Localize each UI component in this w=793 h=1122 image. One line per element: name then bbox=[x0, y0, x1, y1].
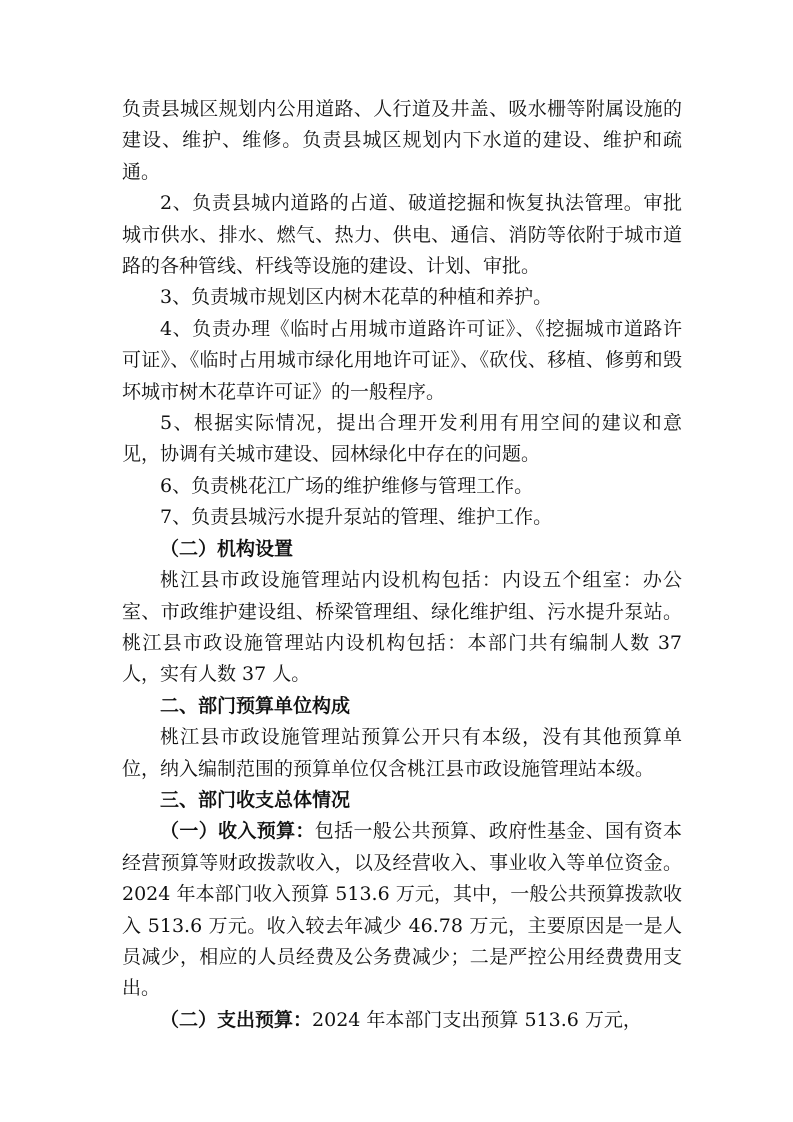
expenditure-budget-label: （二）支出预算： bbox=[160, 1008, 313, 1031]
document-page bbox=[122, 94, 682, 1036]
paragraph-duty-1-continued: 负责县城区规划内公用道路、人行道及井盖、吸水栅等附属设施的建设、维护、维修。负责县城区规划内下水道的建设、维护和疏通。 bbox=[122, 98, 682, 183]
revenue-budget-text: 包括一般公共预算、政府性基金、国有资本经营预算等财政拨款收入，以及经营收入、事业收入等单位资金。2024 年本部门收入预算 513.6 万元，其中，一般公共预算拨款收入 513.6 万元。收入较去年减少 46.78 万元，主要原因是一是人员减少，相应的人员经费及公务费减少；二是严控公用经费费用支出。 bbox=[122, 820, 682, 1000]
paragraph-expenditure-budget bbox=[122, 1005, 682, 1036]
paragraph-duty-3: 3、负责城市规划区内树木花草的种植和养护。 bbox=[160, 286, 553, 309]
paragraph-revenue-budget bbox=[122, 816, 682, 1004]
revenue-budget-label: （一）收入预算： bbox=[160, 820, 315, 843]
expenditure-budget-text: 2024 年本部门支出预算 513.6 万元， bbox=[312, 1008, 642, 1031]
heading-organization-setup: （二）机构设置 bbox=[160, 537, 294, 560]
paragraph-duty-5: 5、根据实际情况，提出合理开发利用有用空间的建议和意见，协调有关城市建设、园林绿化中存在的问题。 bbox=[122, 412, 682, 466]
paragraph-budget-units: 桃江县市政设施管理站预算公开只有本级，没有其他预算单位，纳入编制范围的预算单位仅含桃江县市政设施管理站本级。 bbox=[122, 726, 682, 780]
paragraph-organization: 桃江县市政设施管理站内设机构包括：内设五个组室：办公室、市政维护建设组、桥梁管理组、绿化维护组、污水提升泵站。桃江县市政设施管理站内设机构包括：本部门共有编制人数 37 人，实有人数 37 人。 bbox=[122, 569, 682, 686]
paragraph-duty-2: 2、负责县城内道路的占道、破道挖掘和恢复执法管理。审批城市供水、排水、燃气、热力、供电、通信、消防等依附于城市道路的各种管线、杆线等设施的建设、计划、审批。 bbox=[122, 192, 682, 278]
paragraph-duty-7: 7、负责县城污水提升泵站的管理、维护工作。 bbox=[160, 506, 553, 529]
paragraph-duty-4: 4、负责办理《临时占用城市道路许可证》、《挖掘城市道路许可证》、《临时占用城市绿化用地许可证》、《砍伐、移植、修剪和毁坏城市树木花草许可证》的一般程序。 bbox=[122, 317, 682, 403]
heading-budget-units: 二、部门预算单位构成 bbox=[160, 694, 351, 717]
paragraph-duty-6: 6、负责桃花江广场的维护维修与管理工作。 bbox=[160, 474, 534, 497]
heading-revenue-expenditure: 三、部门收支总体情况 bbox=[160, 788, 351, 811]
